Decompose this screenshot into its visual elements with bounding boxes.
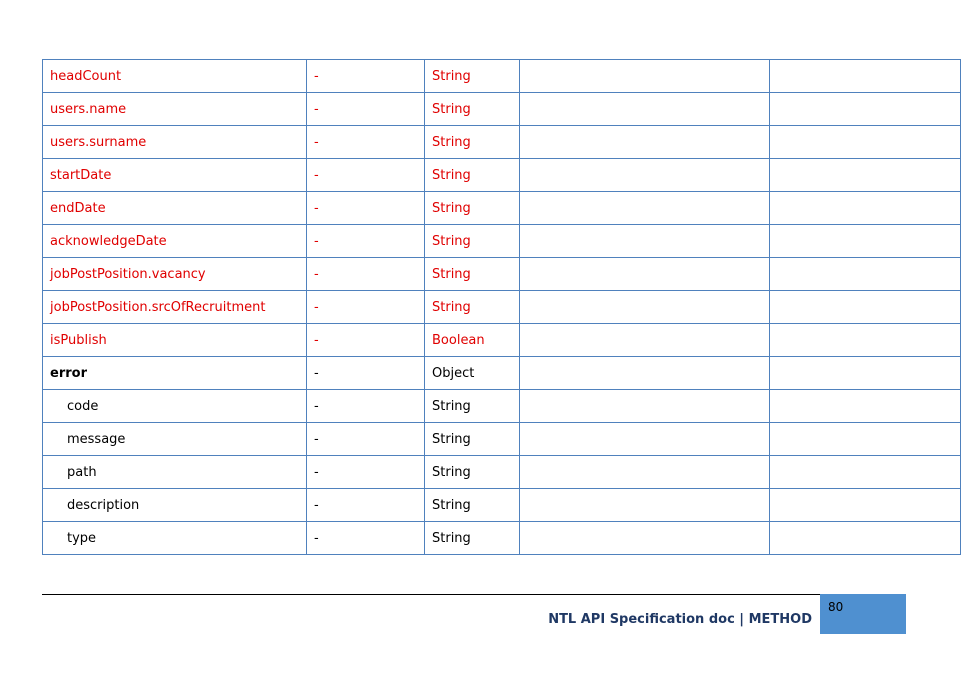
table-row xyxy=(43,93,961,126)
empty-cell xyxy=(520,93,770,126)
field-name-cell: users.surname xyxy=(43,126,307,159)
table-row xyxy=(43,324,961,357)
data-type-cell: String xyxy=(425,225,520,258)
empty-cell xyxy=(520,192,770,225)
required-cell: - xyxy=(307,126,425,159)
empty-cell xyxy=(520,225,770,258)
empty-cell xyxy=(520,258,770,291)
required-cell: - xyxy=(307,324,425,357)
empty-cell xyxy=(520,357,770,390)
empty-cell xyxy=(520,291,770,324)
table-row xyxy=(43,159,961,192)
empty-cell xyxy=(770,126,961,159)
table-row xyxy=(43,126,961,159)
empty-cell xyxy=(520,489,770,522)
required-cell: - xyxy=(307,456,425,489)
empty-cell xyxy=(770,324,961,357)
field-name-cell: startDate xyxy=(43,159,307,192)
field-name-cell: code xyxy=(43,390,307,423)
data-type-cell: String xyxy=(425,423,520,456)
data-type-cell: String xyxy=(425,258,520,291)
empty-cell xyxy=(520,522,770,555)
data-type-cell: Object xyxy=(425,357,520,390)
data-type-cell: String xyxy=(425,522,520,555)
footer-document-title: NTL API Specification doc | METHOD xyxy=(548,612,812,627)
empty-cell xyxy=(770,423,961,456)
data-type-cell: String xyxy=(425,456,520,489)
table-row xyxy=(43,489,961,522)
field-name-cell: acknowledgeDate xyxy=(43,225,307,258)
data-type-cell: String xyxy=(425,291,520,324)
required-cell: - xyxy=(307,93,425,126)
empty-cell xyxy=(520,456,770,489)
data-type-cell: String xyxy=(425,390,520,423)
table-row xyxy=(43,357,961,390)
empty-cell xyxy=(520,423,770,456)
page-number: 80 xyxy=(828,600,844,614)
field-name-cell: type xyxy=(43,522,307,555)
field-name-cell: users.name xyxy=(43,93,307,126)
data-type-cell: String xyxy=(425,93,520,126)
page-number-box xyxy=(820,594,906,634)
field-name-cell: error xyxy=(43,357,307,390)
empty-cell xyxy=(770,60,961,93)
empty-cell xyxy=(520,324,770,357)
field-name-cell: isPublish xyxy=(43,324,307,357)
required-cell: - xyxy=(307,225,425,258)
field-name-cell: headCount xyxy=(43,60,307,93)
data-type-cell: String xyxy=(425,489,520,522)
empty-cell xyxy=(770,192,961,225)
field-name-cell: jobPostPosition.vacancy xyxy=(43,258,307,291)
field-name-cell: path xyxy=(43,456,307,489)
empty-cell xyxy=(770,225,961,258)
empty-cell xyxy=(770,258,961,291)
field-name-cell: message xyxy=(43,423,307,456)
required-cell: - xyxy=(307,522,425,555)
table-row xyxy=(43,192,961,225)
data-type-cell: String xyxy=(425,60,520,93)
empty-cell xyxy=(520,126,770,159)
field-name-cell: description xyxy=(43,489,307,522)
empty-cell xyxy=(770,522,961,555)
empty-cell xyxy=(770,456,961,489)
required-cell: - xyxy=(307,390,425,423)
table-row xyxy=(43,522,961,555)
required-cell: - xyxy=(307,159,425,192)
table-row xyxy=(43,60,961,93)
empty-cell xyxy=(520,390,770,423)
table-row xyxy=(43,390,961,423)
data-type-cell: String xyxy=(425,159,520,192)
field-name-cell: jobPostPosition.srcOfRecruitment xyxy=(43,291,307,324)
footer-divider xyxy=(42,594,820,595)
field-name-cell: endDate xyxy=(43,192,307,225)
required-cell: - xyxy=(307,357,425,390)
field-spec-table xyxy=(42,59,961,555)
empty-cell xyxy=(520,159,770,192)
empty-cell xyxy=(770,489,961,522)
empty-cell xyxy=(770,159,961,192)
table-row xyxy=(43,225,961,258)
data-type-cell: String xyxy=(425,192,520,225)
empty-cell xyxy=(520,60,770,93)
data-type-cell: String xyxy=(425,126,520,159)
table-row xyxy=(43,456,961,489)
table-row xyxy=(43,258,961,291)
required-cell: - xyxy=(307,423,425,456)
table-row xyxy=(43,423,961,456)
required-cell: - xyxy=(307,291,425,324)
field-spec-table-body xyxy=(43,60,961,555)
empty-cell xyxy=(770,390,961,423)
empty-cell xyxy=(770,357,961,390)
required-cell: - xyxy=(307,258,425,291)
required-cell: - xyxy=(307,60,425,93)
required-cell: - xyxy=(307,489,425,522)
empty-cell xyxy=(770,291,961,324)
data-type-cell: Boolean xyxy=(425,324,520,357)
table-row xyxy=(43,291,961,324)
required-cell: - xyxy=(307,192,425,225)
empty-cell xyxy=(770,93,961,126)
